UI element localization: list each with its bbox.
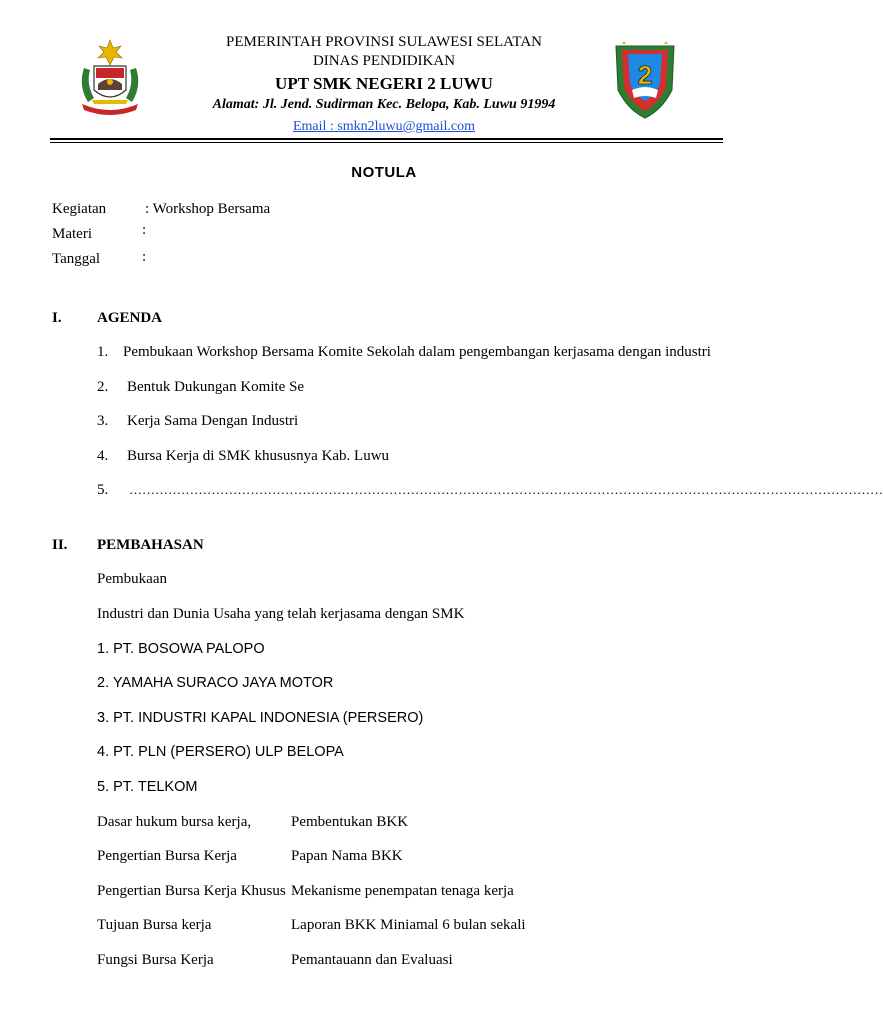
- topic-right-5: Pemantauann dan Evaluasi: [291, 952, 453, 968]
- info-value-tanggal: :: [142, 249, 147, 265]
- agenda-item-3-text: Kerja Sama Dengan Industri: [127, 413, 299, 429]
- topic-left-3: Pengertian Bursa Kerja Khusus: [97, 883, 286, 899]
- header-department: DINAS PENDIDIKAN: [312, 53, 456, 69]
- section-1-number: I.: [52, 310, 62, 326]
- agenda-item-4-number: 4.: [97, 448, 109, 464]
- document-title: NOTULA: [351, 164, 417, 181]
- info-label-kegiatan: Kegiatan: [52, 201, 107, 217]
- section-2-number: II.: [52, 537, 68, 553]
- agenda-item-4-text: Bursa Kerja di SMK khususnya Kab. Luwu: [127, 448, 390, 464]
- agenda-item-1-number: 1.: [97, 344, 109, 360]
- header-email[interactable]: [0, 119, 768, 135]
- info-label-tanggal: Tanggal: [52, 251, 101, 267]
- agenda-item-2-number: 2.: [97, 379, 109, 395]
- partner-item-3: 3. PT. INDUSTRI KAPAL INDONESIA (PERSERO): [97, 710, 424, 726]
- email-link[interactable]: Email : smkn2luwu@gmail.com: [292, 119, 476, 134]
- partner-item-1: 1. PT. BOSOWA PALOPO: [97, 641, 265, 657]
- topic-right-4: Laporan BKK Miniamal 6 bulan sekali: [291, 917, 526, 933]
- partner-item-2: 2. YAMAHA SURACO JAYA MOTOR: [97, 675, 334, 691]
- topic-right-1: Pembentukan BKK: [291, 814, 409, 830]
- section-2-title: PEMBAHASAN: [97, 537, 204, 553]
- header-address: Alamat: Jl. Jend. Sudirman Kec. Belopa, Kab. Luwu 91994: [212, 97, 556, 112]
- topic-left-2: Pengertian Bursa Kerja: [97, 848, 237, 864]
- header-school-name: UPT SMK NEGERI 2 LUWU: [275, 74, 493, 93]
- discussion-opening: Pembukaan: [97, 571, 167, 587]
- topic-left-1: Dasar hukum bursa kerja,: [97, 814, 252, 830]
- partner-item-5: 5. PT. TELKOM: [97, 779, 198, 795]
- agenda-item-3-number: 3.: [97, 413, 109, 429]
- shield-number: 2: [637, 60, 653, 90]
- header-divider-thin: [50, 142, 723, 143]
- agenda-item-2-text: Bentuk Dukungan Komite Se: [127, 379, 305, 395]
- partner-item-4: 4. PT. PLN (PERSERO) ULP BELOPA: [97, 744, 344, 760]
- header-government: PEMERINTAH PROVINSI SULAWESI SELATAN: [226, 34, 542, 50]
- info-value-materi: :: [142, 222, 147, 238]
- discussion-intro: Industri dan Dunia Usaha yang telah kerjasama dengan SMK: [97, 606, 465, 622]
- topic-left-4: Tujuan Bursa kerja: [97, 917, 212, 933]
- topic-left-5: Fungsi Bursa Kerja: [97, 952, 214, 968]
- info-label-materi: Materi: [52, 226, 92, 242]
- topic-right-3: Mekanisme penempatan tenaga kerja: [291, 883, 514, 899]
- section-1-title: AGENDA: [97, 310, 163, 326]
- agenda-item-5-number: 5.: [97, 482, 109, 498]
- agenda-item-1-text: Pembukaan Workshop Bersama Komite Sekolah dalam pengembangan kerjasama dengan industri: [123, 344, 711, 360]
- header-divider-thick: [50, 138, 723, 140]
- agenda-item-5-text: …………………………………………………………………………………………………………………………………………………………: [129, 482, 883, 497]
- topic-right-2: Papan Nama BKK: [291, 848, 403, 864]
- info-value-kegiatan: : Workshop Bersama: [145, 201, 271, 217]
